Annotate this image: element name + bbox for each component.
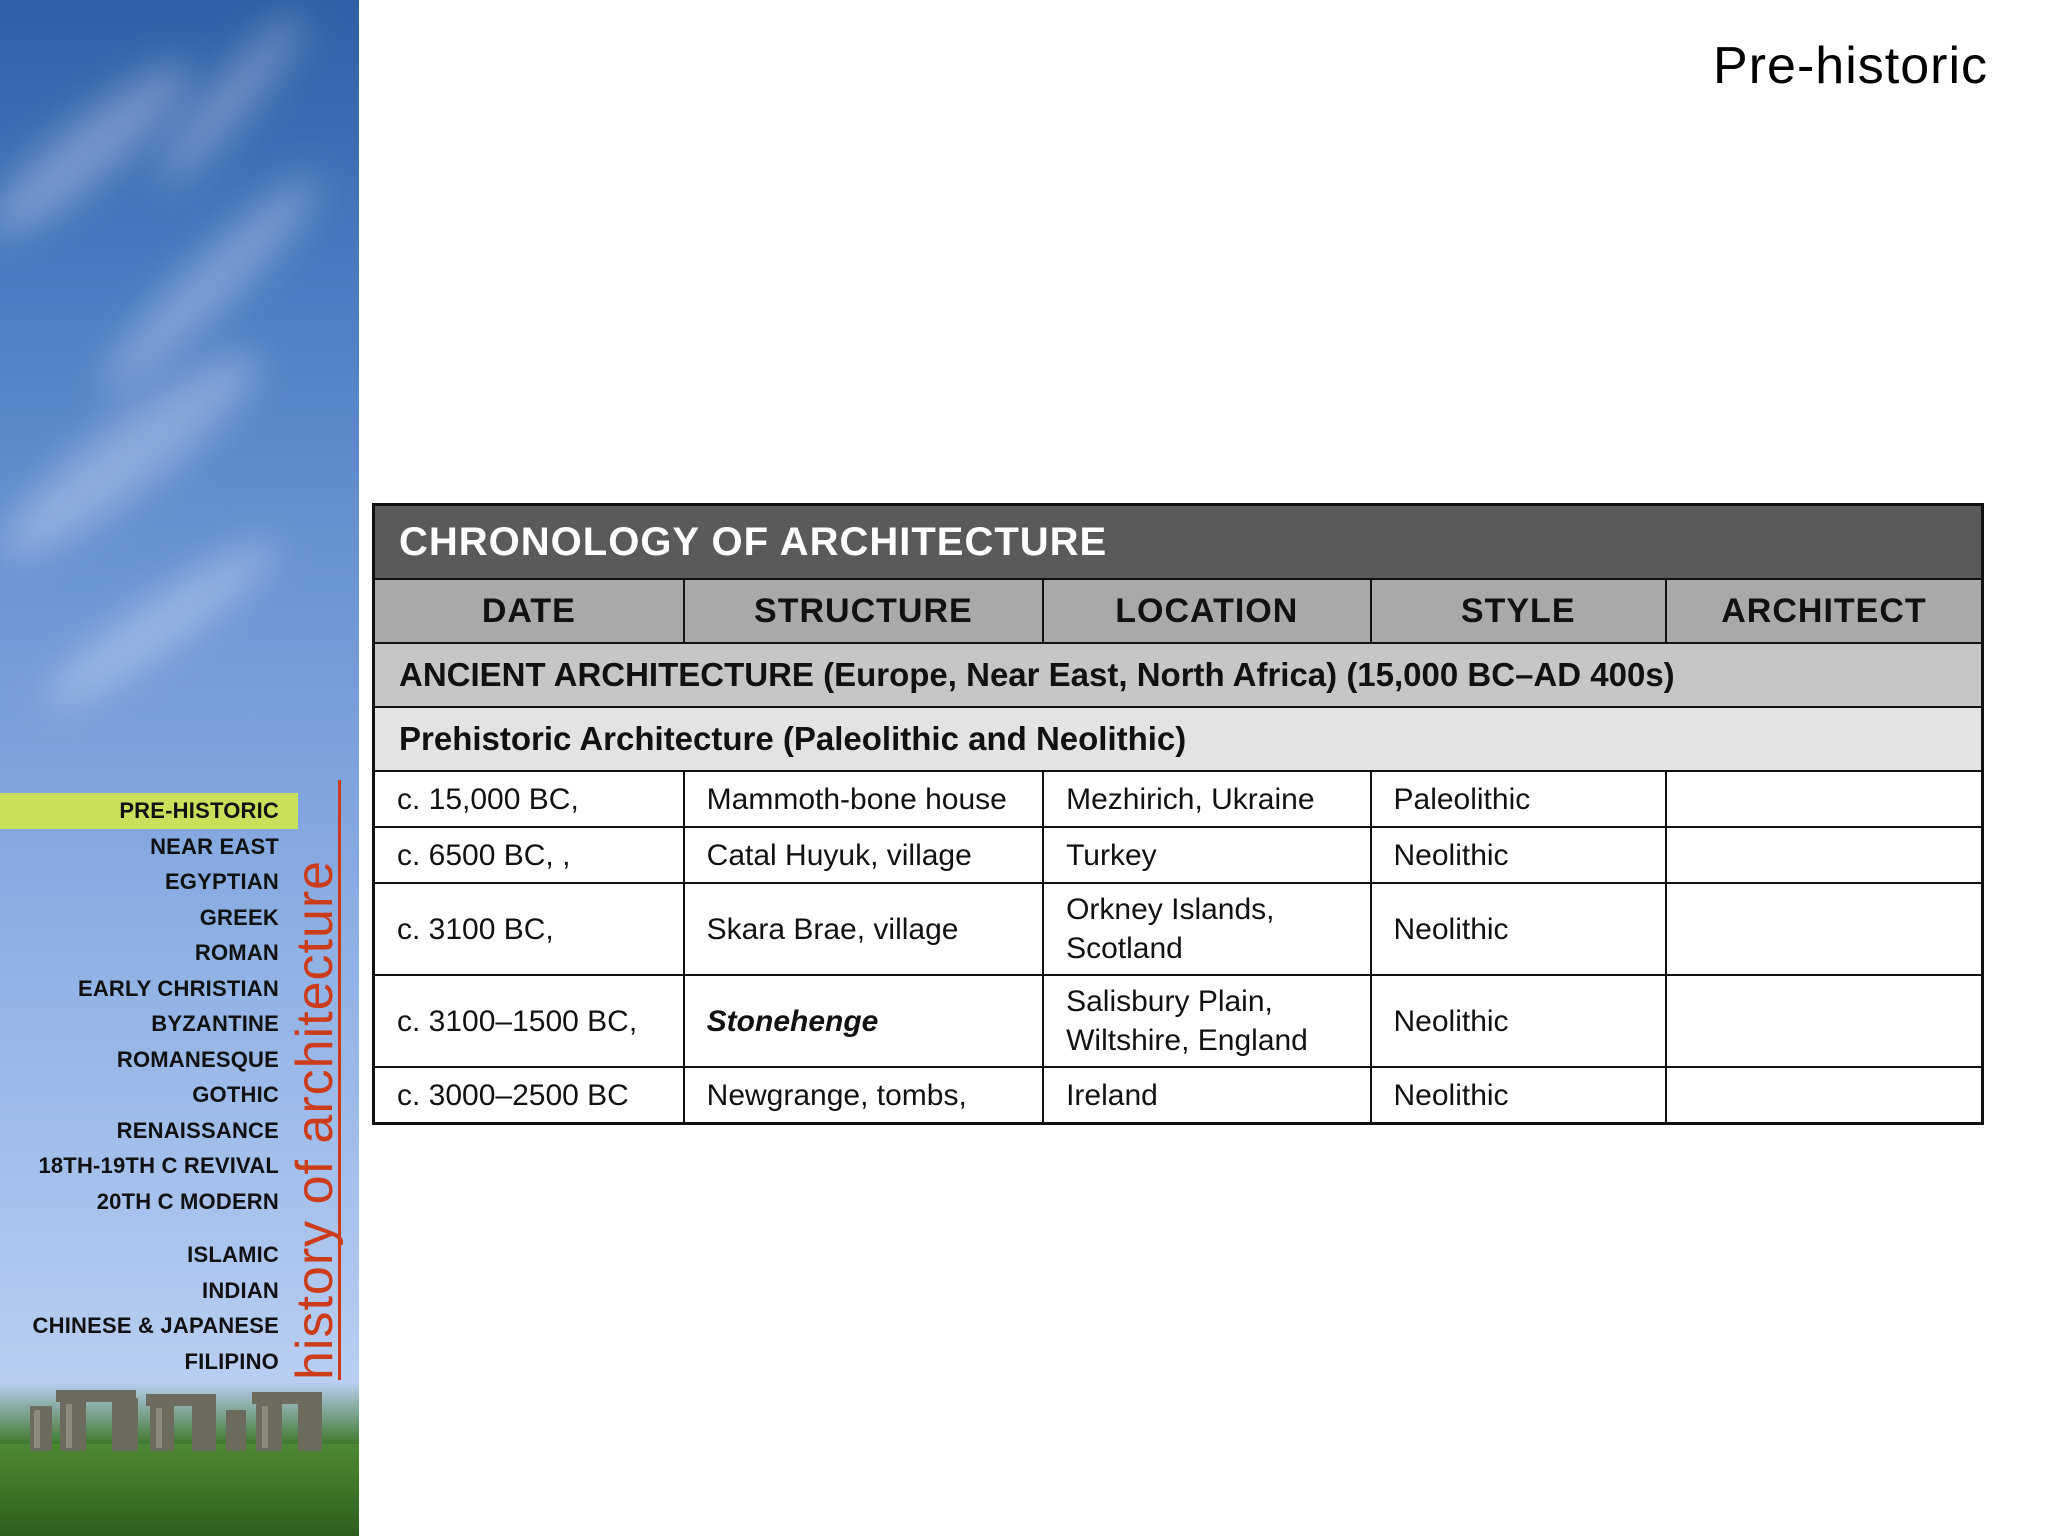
cell-location [1043, 1067, 1370, 1124]
cell-date: c. 3000–2500 BC [374, 1067, 684, 1124]
cell-structure: Newgrange, tombs, [684, 1067, 1043, 1124]
nav-early-christian[interactable]: EARLY CHRISTIAN [77, 975, 279, 1001]
grass-field [0, 1444, 359, 1536]
nav-revival[interactable]: 18TH-19TH C REVIVAL [38, 1153, 279, 1178]
cell-location [1043, 827, 1370, 883]
page-title: Pre-historic [1713, 37, 1988, 95]
table-row [374, 883, 1983, 975]
nav-near-east[interactable]: NEAR EAST [150, 833, 279, 859]
cell-structure: Mammoth-bone house [684, 771, 1043, 827]
subera-label: Prehistoric Architecture (Paleolithic and Neolithic) [374, 707, 1983, 771]
nav-indian[interactable]: INDIAN [202, 1277, 279, 1303]
table-title-row [374, 505, 1983, 580]
col-architect: ARCHITECT [1666, 579, 1983, 643]
nav-byzantine[interactable]: BYZANTINE [151, 1011, 279, 1036]
cell-architect [1666, 1067, 1983, 1124]
cell-architect [1666, 827, 1983, 883]
nav-spacer [0, 1219, 279, 1237]
column-header-row [374, 579, 1983, 643]
cell-structure: Catal Huyuk, village [684, 827, 1043, 883]
location-line: Scotland [1066, 932, 1183, 965]
table-row [374, 827, 1983, 883]
cell-style: Neolithic [1371, 975, 1666, 1067]
stonehenge-illustration [20, 1376, 340, 1456]
location-line: Orkney Islands, [1066, 893, 1275, 926]
location-line: Turkey [1066, 838, 1157, 872]
sidebar-nav [0, 793, 279, 1379]
nav-modern[interactable]: 20TH C MODERN [96, 1188, 279, 1214]
cell-structure: Stonehenge [684, 975, 1043, 1067]
location-line: Salisbury Plain, [1066, 985, 1273, 1018]
location-line: Ireland [1066, 1078, 1158, 1112]
col-location: LOCATION [1043, 579, 1370, 643]
col-structure: STRUCTURE [684, 579, 1043, 643]
subera-row [374, 707, 1983, 771]
cell-date: c. 3100 BC, [374, 883, 684, 975]
sidebar [0, 0, 359, 1536]
table-row [374, 1067, 1983, 1124]
cell-location [1043, 771, 1370, 827]
cell-architect [1666, 975, 1983, 1067]
nav-egyptian[interactable]: EGYPTIAN [164, 869, 279, 894]
cell-location [1043, 975, 1370, 1067]
col-style: STYLE [1371, 579, 1666, 643]
nav-gothic[interactable]: GOTHIC [192, 1082, 279, 1107]
nav-romanesque[interactable]: ROMANESQUE [116, 1046, 279, 1072]
nav-renaissance[interactable]: RENAISSANCE [116, 1117, 279, 1143]
cell-location [1043, 883, 1370, 975]
location-line: Mezhirich, Ukraine [1066, 782, 1315, 816]
sky-cloud [31, 524, 289, 726]
era-label: ANCIENT ARCHITECTURE (Europe, Near East, North Africa) (15,000 BC–AD 400s) [374, 643, 1983, 707]
table-title: CHRONOLOGY OF ARCHITECTURE [374, 505, 1983, 580]
table-row [374, 975, 1983, 1067]
vertical-title: history of architecture [286, 859, 344, 1380]
cell-date: c. 6500 BC, , [374, 827, 684, 883]
nav-filipino[interactable]: FILIPINO [184, 1348, 279, 1374]
table-row [374, 771, 1983, 827]
cell-style: Neolithic [1371, 883, 1666, 975]
nav-islamic[interactable]: ISLAMIC [187, 1242, 279, 1267]
nav-chinese-japanese[interactable]: CHINESE & JAPANESE [32, 1313, 279, 1338]
nav-pre-historic[interactable]: PRE-HISTORIC [0, 793, 298, 829]
cell-date: c. 3100–1500 BC, [374, 975, 684, 1067]
cell-architect [1666, 771, 1983, 827]
cell-style: Neolithic [1371, 827, 1666, 883]
location-line: Wiltshire, England [1066, 1024, 1308, 1057]
chronology-table [372, 503, 1984, 1125]
col-date: DATE [374, 579, 684, 643]
cell-style: Neolithic [1371, 1067, 1666, 1124]
cell-architect [1666, 883, 1983, 975]
cell-structure: Skara Brae, village [684, 883, 1043, 975]
nav-greek[interactable]: GREEK [199, 904, 279, 930]
cell-style: Paleolithic [1371, 771, 1666, 827]
nav-roman[interactable]: ROMAN [194, 940, 279, 965]
cell-date: c. 15,000 BC, [374, 771, 684, 827]
era-row [374, 643, 1983, 707]
